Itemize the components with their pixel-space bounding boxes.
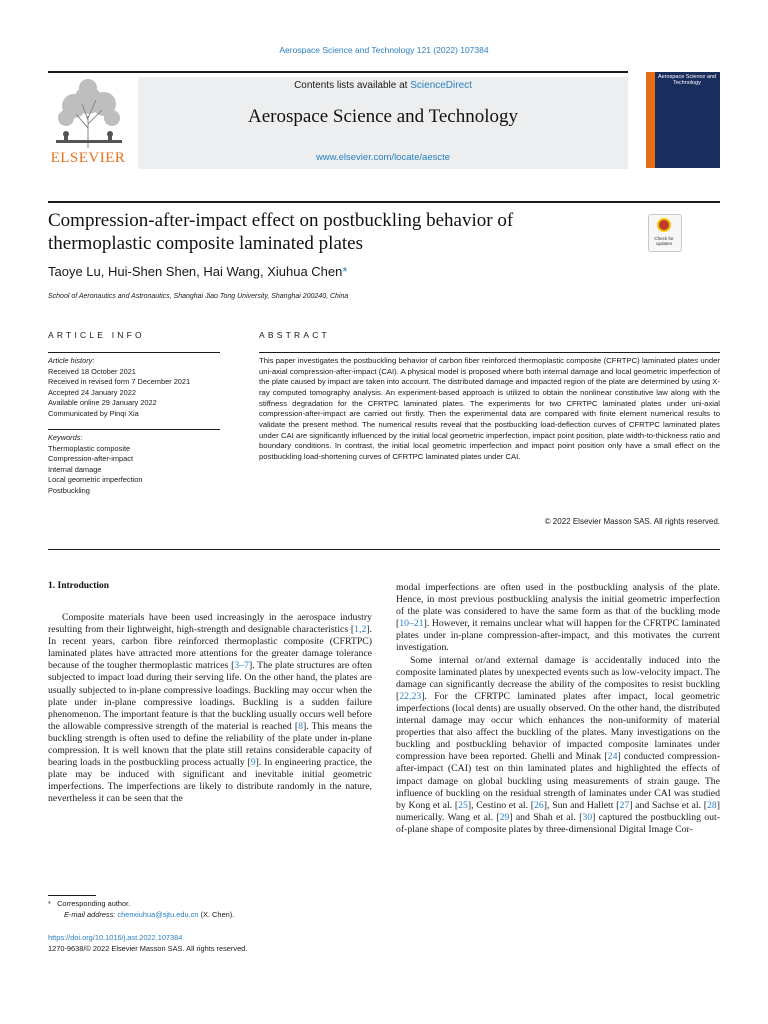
article-history bbox=[48, 356, 223, 420]
keyword-item: Internal damage bbox=[48, 464, 102, 474]
body-column-right bbox=[396, 582, 720, 836]
paragraph-text: ] and Sachse et al. [ bbox=[629, 799, 708, 811]
keyword-item: Thermoplastic composite bbox=[48, 443, 131, 453]
journal-cover[interactable] bbox=[646, 72, 720, 168]
paragraph-text: ]. The plate structures are often subjected to impact load during their serving life. On the other hand, the plates are usually subjected to in-plane compressive loadings. Buckling may occur when the plate under in-plane compressive loadings. Buckling is a sudden failure phenomenon. The important feature is that the buckling usually occurs well before the allowable compressive strength of the material is reached [ bbox=[48, 660, 372, 732]
affiliation: School of Aeronautics and Astronautics, Shanghai Jiao Tong University, Shanghai 200240, China bbox=[48, 293, 349, 300]
doi-link[interactable]: https://doi.org/10.1016/j.ast.2022.107384 bbox=[48, 933, 183, 942]
paragraph-text: ] conducted compression-after-impact (CAI) test on thin laminated plates and highlighted the effects of impact damage on global buckling using measurements of strain gauge. The influence of buckling on the residual strength of laminates under CAI was studied by Kong et al. [ bbox=[396, 751, 720, 811]
elsevier-wordmark[interactable]: ELSEVIER bbox=[50, 150, 126, 166]
author-list bbox=[48, 264, 347, 279]
keywords-label: Keywords: bbox=[48, 433, 83, 442]
article-title: Compression-after-impact effect on postbuckling behavior of thermoplastic composite laminated plates bbox=[48, 210, 514, 254]
paragraph-text: ] captured the postbuckling out-of-plane shape of composite plates by three-dimensional Digital Image Cor- bbox=[396, 811, 720, 835]
article-info-rule bbox=[48, 352, 220, 353]
citation-link[interactable]: 9 bbox=[250, 757, 256, 769]
citation-link[interactable]: 25 bbox=[458, 799, 468, 811]
journal-cover-strip bbox=[646, 72, 655, 168]
paragraph-text: ]. However, it remains unclear what will happen for the CFRTPC laminated plates under in-plane compression-after-impact, and this motivates the current investigation. bbox=[396, 618, 720, 654]
paragraph-text: Some internal or/and external damage is accidentally induced into the composite laminated plates by unexpected events such as low-velocity impact. The damage can significantly decrease the ability of the composites to resist buckling [ bbox=[396, 654, 720, 702]
history-item: Available online 29 January 2022 bbox=[48, 398, 157, 408]
footnote-corresponding bbox=[48, 899, 378, 910]
journal-citation[interactable]: Aerospace Science and Technology 121 (2022) 107384 bbox=[279, 45, 489, 55]
article-info-heading: ARTICLE INFO bbox=[48, 330, 145, 340]
keyword-item: Postbuckling bbox=[48, 485, 90, 495]
introduction-heading: 1. Introduction bbox=[48, 581, 110, 591]
abstract-heading: ABSTRACT bbox=[259, 330, 330, 340]
journal-cover-title: Aerospace Science and Technology bbox=[657, 74, 717, 86]
history-item: Communicated by Pinqi Xia bbox=[48, 408, 139, 418]
abstract-copyright: © 2022 Elsevier Masson SAS. All rights reserved. bbox=[544, 517, 720, 526]
citation-link[interactable]: 26 bbox=[534, 799, 544, 811]
check-for-updates-label: Check for updates bbox=[654, 236, 674, 246]
keyword-item: Compression-after-impact bbox=[48, 454, 134, 464]
contents-line bbox=[138, 80, 628, 91]
citation-link[interactable]: 10–21 bbox=[399, 618, 424, 630]
paragraph bbox=[396, 655, 720, 836]
issn-line: 1270-9638/© 2022 Elsevier Masson SAS. All rights reserved. bbox=[48, 944, 248, 953]
body-column-left bbox=[48, 612, 372, 806]
header-top-rule bbox=[48, 71, 628, 73]
paragraph-text: modal imperfections are often used in the postbuckling analysis of the plate. Hence, in most previous postbuckling analysis the initial geometric imperfection of the plate was considered to have the same form as that of the buckling mode [ bbox=[396, 582, 720, 630]
citation-link[interactable]: 8 bbox=[298, 720, 303, 732]
paragraph bbox=[396, 582, 720, 655]
footnote-email bbox=[48, 910, 378, 921]
crossmark-icon bbox=[657, 218, 671, 232]
footnote-mark: * bbox=[48, 899, 51, 908]
history-item: Accepted 24 January 2022 bbox=[48, 387, 136, 397]
front-matter-bottom-rule bbox=[48, 549, 720, 550]
footnote-rule bbox=[48, 895, 96, 896]
tree-icon bbox=[48, 78, 130, 150]
abstract-rule bbox=[259, 352, 720, 353]
paragraph-text: ]. In engineering practice, the plate may be induced with significant and inevitable initial geometric imperfections. The imperfections are likely to distribute randomly in the nature, nevertheless it can be seen that the bbox=[48, 757, 372, 805]
keywords bbox=[48, 433, 223, 497]
citation-link[interactable]: 29 bbox=[499, 811, 510, 823]
citation-link[interactable]: 30 bbox=[582, 811, 593, 823]
paragraph-text: ] and Shah et al. [ bbox=[509, 811, 583, 823]
corresponding-author-mark[interactable]: * bbox=[342, 264, 348, 279]
history-item: Received in revised form 7 December 2021 bbox=[48, 377, 191, 387]
paragraph bbox=[48, 612, 372, 806]
header-bottom-rule bbox=[48, 201, 720, 203]
email-link[interactable]: chenxiuhua@sjtu.edu.cn bbox=[117, 909, 199, 919]
keywords-rule bbox=[48, 429, 220, 430]
citation-link[interactable]: 24 bbox=[607, 751, 618, 763]
paragraph-text: ]. In recent years, carbon fibre reinforced thermoplastic composite (CFRTPC) laminated plates have attracted more attentions for the greater damage tolerance because of the tougher thermoplastic matrices [ bbox=[48, 624, 372, 672]
email-label: E-mail address: bbox=[64, 909, 116, 919]
contents-prefix: Contents lists available at bbox=[294, 80, 411, 91]
abstract-text: This paper investigates the postbuckling behavior of carbon fiber reinforced thermoplastic composite (CFRTPC) laminated plates under uni-axial compression-after-impact (CAI). A physical model is proposed where both internal damage and local geometric imperfection of the plate caused by impact are taken into account. The distributed damage and impacted region of the plate are determined by using X-ray computed tomography analysis. An experiment-based approach is utilized to obtain the nonlinear constitutive law along with the stiffness degradation for the CFRTPC laminated plates. The experiments for two CFRTPC laminated plates under uni-axial compression-after-impact are carried out firstly. Then the experimental data are compared with finite element numerical results to validate the present method. The numerical results reveal that the postbuckling load-deflection curves of CFRTPC laminated plates under CAI are significantly influenced by the initial local geometric imperfection, impact point position, plate width-to-thickness ratio and boundary conditions. In contrast, the initial local geometric imperfection and impact point position only have a small effect on the postbuckling load-shortening curves of CFRTPC laminated plates under CAI. bbox=[259, 356, 720, 461]
authors-text: Taoye Lu, Hui-Shen Shen, Hai Wang, Xiuhua Chen bbox=[48, 264, 343, 279]
paragraph-text: Composite materials have been used increasingly in the aerospace industry resulting from their lightweight, high-strength and designable characteristics [ bbox=[48, 612, 372, 636]
paragraph-text: ]. For the CFRTPC laminated plates after impact, local geometric imperfections (local dents) are usually observed. On the other hand, the distributed internal damage may occur which enhances the non-uniformity of material properties that also affect the buckling of the plates. Many investigations on the buckling and postbuckling behavior of impacted composite laminates under compression have been reported. Ghelli and Minak [ bbox=[396, 690, 720, 763]
sciencedirect-link[interactable]: ScienceDirect bbox=[410, 80, 472, 91]
paragraph-text: ] numerically. Wang et al. [ bbox=[396, 799, 721, 823]
paragraph-text: ], Cestino et al. [ bbox=[467, 799, 535, 811]
footnote bbox=[48, 899, 378, 920]
history-item: Received 18 October 2021 bbox=[48, 366, 136, 376]
article-history-label: Article history: bbox=[48, 356, 95, 365]
citation-link[interactable]: 3–7 bbox=[234, 660, 249, 672]
journal-name: Aerospace Science and Technology bbox=[247, 106, 519, 127]
journal-url-link[interactable]: www.elsevier.com/locate/aescte bbox=[315, 152, 451, 163]
footnote-corresponding-text: Corresponding author. bbox=[57, 899, 131, 908]
citation-link[interactable]: 28 bbox=[707, 799, 717, 811]
citation-link[interactable]: 22,23 bbox=[399, 690, 422, 702]
citation-link[interactable]: 27 bbox=[619, 799, 630, 811]
keyword-item: Local geometric imperfection bbox=[48, 475, 143, 485]
citation-link[interactable]: 1,2 bbox=[354, 624, 367, 636]
paragraph-text: ], Sun and Hallett [ bbox=[543, 799, 620, 811]
email-suffix: (X. Chen). bbox=[200, 909, 235, 919]
paragraph-text: ]. This means the buckling strength is often used to define the reliability of the plate under in-plane compression. It is well known that the plate still retains considerable capacity of bearing loads in the postbuckling process actually [ bbox=[48, 720, 372, 769]
